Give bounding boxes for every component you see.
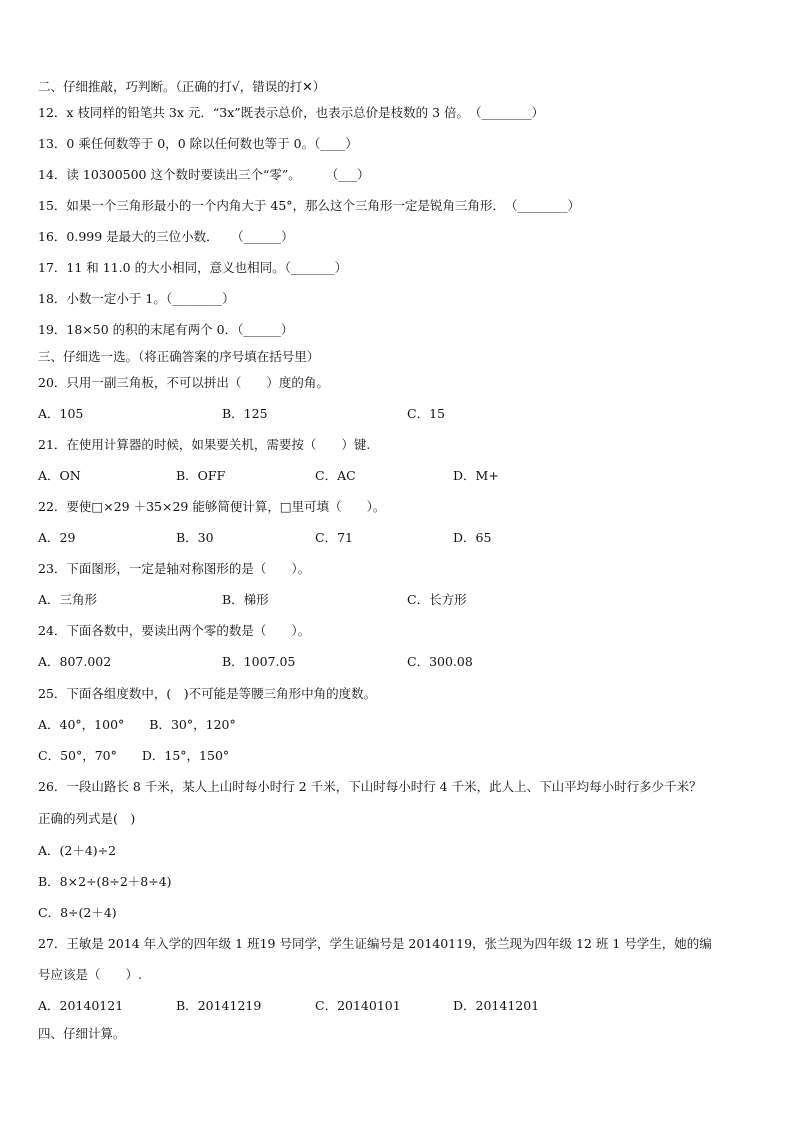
- question-20-option-b: B．125: [222, 406, 268, 421]
- question-17: 17．11 和 11.0 的大小相同，意义也相同。（_______）: [38, 260, 348, 275]
- question-25-stem: 25．下面各组度数中，( )不可能是等腰三角形中角的度数。: [38, 686, 377, 701]
- question-27-option-d: D．20141201: [453, 998, 540, 1013]
- question-22-option-b: B．30: [176, 530, 214, 545]
- question-21-option-d: D．M+: [453, 468, 499, 483]
- question-16: 16．0.999 是最大的三位小数． （______）: [38, 229, 294, 244]
- question-26-option-c: C．8÷(2＋4): [38, 905, 117, 920]
- question-22-option-c: C．71: [315, 530, 353, 545]
- question-19: 19．18×50 的积的末尾有两个 0．（______）: [38, 322, 294, 337]
- question-20-option-a: A．105: [38, 406, 84, 421]
- question-27-option-c: C．20140101: [315, 998, 401, 1013]
- question-23-option-b: B．梯形: [222, 592, 269, 607]
- question-24-option-a: A．807.002: [38, 654, 112, 669]
- question-22-option-d: D．65: [453, 530, 492, 545]
- question-23-option-a: A．三角形: [38, 592, 98, 607]
- question-20-stem: 20．只用一副三角板，不可以拼出（ ）度的角。: [38, 375, 329, 390]
- question-21-option-c: C．AC: [315, 468, 356, 483]
- question-21-option-a: A．ON: [38, 468, 81, 483]
- question-22-option-a: A．29: [38, 530, 76, 545]
- question-27-stem-continued: 号应该是（ ）.: [38, 967, 142, 982]
- section-3-title: 三、仔细选一选。（将正确答案的序号填在括号里）: [38, 349, 320, 364]
- question-23-stem: 23．下面图形，一定是轴对称图形的是（ ）。: [38, 561, 311, 576]
- question-26-stem-continued: 正确的列式是( ): [38, 811, 136, 826]
- question-26-option-b: B．8×2÷(8÷2＋8÷4): [38, 874, 172, 889]
- question-27-option-b: B．20141219: [176, 998, 262, 1013]
- question-27-stem: 27．王敏是 2014 年入学的四年级 1 班19 号同学，学生证编号是 20140119，张兰现为四年级 12 班 1 号学生，她的编: [38, 936, 712, 951]
- question-24-option-b: B．1007.05: [222, 654, 296, 669]
- section-2-title: 二、仔细推敲，巧判断。（正确的打√，错误的打✕）: [38, 79, 326, 94]
- question-14: 14．读 10300500 这个数时要读出三个“零”。 （___）: [38, 167, 370, 182]
- question-27-option-a: A．20140121: [38, 998, 124, 1013]
- question-22-stem: 22．要使□×29 ＋35×29 能够简便计算，□里可填（ ）。: [38, 499, 386, 514]
- question-21-stem: 21．在使用计算器的时候，如果要关机，需要按（ ）键.: [38, 437, 371, 452]
- question-12: 12．x 枝同样的铅笔共 3x 元．“3x”既表示总价，也表示总价是枝数的 3 倍。 （________）: [38, 105, 545, 120]
- question-24-stem: 24．下面各数中，要读出两个零的数是（ ）。: [38, 623, 311, 638]
- question-15: 15．如果一个三角形最小的一个内角大于 45°，那么这个三角形一定是锐角三角形． （________）: [38, 198, 581, 213]
- question-20-option-c: C．15: [407, 406, 445, 421]
- question-23-option-c: C．长方形: [407, 592, 467, 607]
- question-26-option-a: A．(2＋4)÷2: [38, 843, 117, 858]
- question-25-options-row-2: C．50°，70° D．15°，150°: [38, 748, 230, 763]
- question-24-option-c: C．300.08: [407, 654, 473, 669]
- section-4-title: 四、仔细计算。: [38, 1026, 126, 1041]
- question-13: 13．0 乘任何数等于 0，0 除以任何数也等于 0。（____）: [38, 136, 358, 151]
- question-26-stem: 26．一段山路长 8 千米，某人上山时每小时行 2 千米，下山时每小时行 4 千米，此人上、下山平均每小时行多少千米？: [38, 779, 702, 794]
- question-25-options-row-1: A．40°，100° B．30°，120°: [38, 717, 236, 732]
- question-21-option-b: B．OFF: [176, 468, 226, 483]
- question-18: 18．小数一定小于 1。（________）: [38, 291, 235, 306]
